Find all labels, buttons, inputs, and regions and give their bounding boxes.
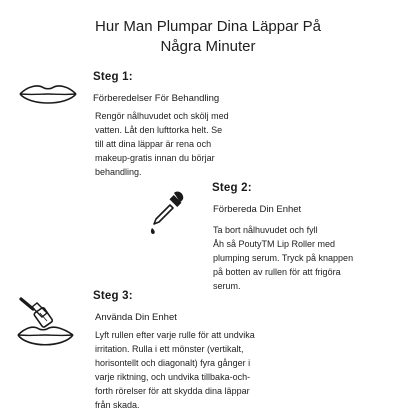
lips-icon bbox=[18, 82, 78, 108]
dropper-icon bbox=[146, 190, 186, 236]
step-3-line: Lyft rullen efter varje rulle för att undvika bbox=[95, 330, 255, 340]
page-title-line-2: Några Minuter bbox=[160, 38, 256, 55]
step-3-line: irritation. Rulla i ett mönster (vertikalt, bbox=[95, 344, 244, 354]
step-3-subtitle: Använda Din Enhet bbox=[95, 312, 177, 323]
step-1-line: makeup-gratis innan du börjar bbox=[95, 153, 215, 163]
step-2-heading: Steg 2: bbox=[212, 182, 252, 194]
step-3-line: från skada. bbox=[95, 400, 140, 410]
step-1-line: Rengör nålhuvudet och skölj med bbox=[95, 111, 229, 121]
step-1-heading: Steg 1: bbox=[93, 71, 133, 83]
step-2-line: Åh så PoutyTM Lip Roller med bbox=[213, 239, 336, 249]
step-2-body bbox=[213, 223, 353, 293]
step-1-line: till att dina läppar är rena och bbox=[95, 139, 212, 149]
step-3-line: horisontellt och diagonalt) fyra gånger i bbox=[95, 358, 251, 368]
step-2-line: serum. bbox=[213, 281, 241, 291]
step-1-body bbox=[95, 109, 229, 179]
step-2-subtitle: Förbereda Din Enhet bbox=[213, 204, 302, 215]
step-2-line: på botten av rullen för att frigöra bbox=[213, 267, 341, 277]
step-3-line: forth rörelser för att skydda dina läppar bbox=[95, 386, 250, 396]
step-1-line: behandling. bbox=[95, 167, 142, 177]
step-3-heading: Steg 3: bbox=[93, 290, 133, 302]
lip-roller-icon bbox=[15, 291, 77, 353]
step-1-line: vatten. Låt den lufttorka helt. Se bbox=[95, 125, 223, 135]
step-2-line: Ta bort nålhuvudet och fyll bbox=[213, 225, 318, 235]
step-3-line: varje riktning, och undvika tillbaka-och- bbox=[95, 372, 251, 382]
step-3-body bbox=[95, 328, 255, 412]
step-2-line: plumping serum. Tryck på knappen bbox=[213, 253, 354, 263]
page-title-line-1: Hur Man Plumpar Dina Läppar På bbox=[95, 18, 321, 35]
step-1-subtitle: Förberedelser För Behandling bbox=[93, 93, 220, 104]
